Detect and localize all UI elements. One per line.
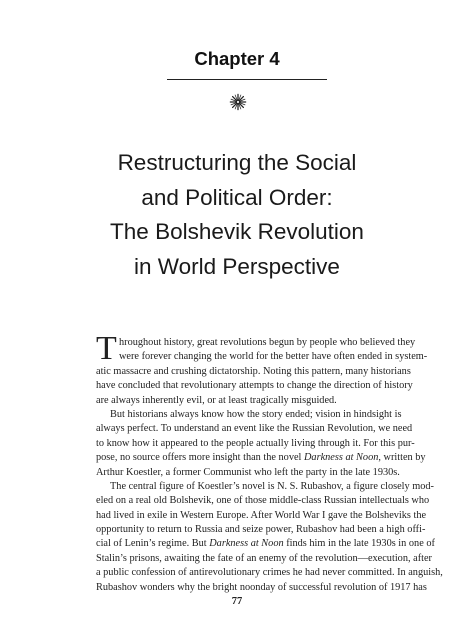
chapter-title (0, 146, 474, 284)
chapter-title-line: Restructuring the Social (117, 150, 357, 175)
book-title-italic: Darkness at Noon (209, 538, 284, 550)
chapter-label: Chapter 4 (194, 48, 280, 69)
text-line: hroughout history, great revolutions begun by people who believed they (119, 337, 416, 348)
paragraph (96, 330, 428, 408)
text-line: cial of Lenin’s regime. But Darkness at Noon finds him in the late 1930s in one of (96, 538, 435, 550)
paragraph (96, 480, 443, 595)
text-line: have concluded that revolutionary attempts to change the direction of history (96, 380, 413, 392)
text-line: atic massacre and crushing dictatorship. Noting this pattern, many historians (96, 365, 411, 377)
text-line: were forever changing the world for the better have often ended in system- (119, 351, 428, 363)
paragraph (96, 408, 426, 480)
text-line: opportunity to return to Russia and seize power, Rubashov had been a high offi- (96, 524, 426, 536)
text-line: Arthur Koestler, a former Communist who left the party in the late 1930s. (96, 466, 400, 478)
text-line: Rubashov wonders why the bright noonday of successful revolution of 1917 has (96, 581, 427, 593)
chapter-title-line: and Political Order: (141, 184, 333, 210)
drop-cap: T (96, 330, 117, 367)
page-number: 77 (231, 596, 243, 607)
text-line: had lived in exile in Western Europe. After World War I gave the Bolsheviks the (96, 509, 427, 521)
star-ornament-icon (229, 93, 247, 111)
body-text (96, 330, 443, 595)
text-line: pose, no source offers more insight than the novel Darkness at Noon, written by (96, 452, 426, 464)
text-line: The central figure of Koestler’s novel is N. S. Rubashov, a figure closely mod- (110, 480, 434, 492)
text-line: always perfect. To understand an event like the Russian Revolution, we need (96, 423, 413, 435)
book-title-italic: Darkness at Noon (304, 452, 379, 464)
text-line: But historians always know how the story ended; vision in hindsight is (110, 408, 402, 420)
text-line: eled on a real old Bolshevik, one of those middle-class Russian intellectuals who (96, 495, 430, 507)
chapter-title-line: The Bolshevik Revolution (110, 219, 364, 244)
chapter-rule (167, 79, 327, 80)
text-line: to know how it appeared to the people actually living through it. For this pur- (96, 437, 415, 449)
text-line: a public confession of antirevolutionary crimes he had never committed. In anguish, (96, 567, 443, 579)
text-line: are always inherently evil, or at least tragically misguided. (96, 394, 337, 406)
chapter-title-line: in World Perspective (134, 253, 340, 279)
text-line: Stalin’s prisons, awaiting the fate of an enemy of the revolution—execution, after (96, 552, 432, 564)
